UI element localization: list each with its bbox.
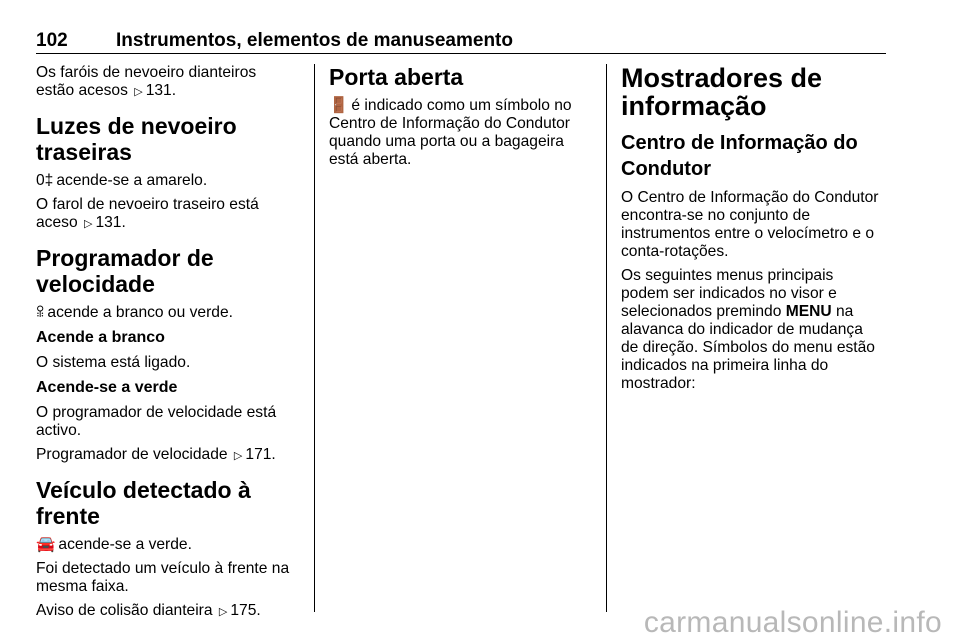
page-reference-arrow-icon: ▷: [218, 606, 228, 618]
white-state-heading: Acende a branco: [36, 329, 165, 346]
door-open-heading: Porta aberta: [329, 64, 464, 90]
column-2: [329, 64, 591, 175]
cruise-control-heading: Programador de velocidade: [36, 245, 214, 297]
page-header: [36, 30, 886, 52]
page-reference-arrow-icon: ▷: [233, 450, 243, 462]
front-fog-paragraph: Os faróis de nevoeiro dianteiros estão acesos ▷ 131.: [36, 64, 257, 99]
vehicle-ahead-heading: Veículo detectado à frente: [36, 477, 251, 529]
page-title: Instrumentos, elementos de manuseamento: [116, 30, 513, 51]
column-1: [36, 64, 304, 627]
vehicle-ahead-icon: 🚘: [36, 536, 56, 553]
info-displays-heading: Mostradores de informação: [621, 63, 823, 121]
menu-button-label: MENU: [785, 303, 832, 320]
cruise-reference: Programador de velocidade ▷ 171.: [36, 446, 276, 463]
driver-info-centre-heading: Centro de Informação do Condutor: [621, 132, 858, 180]
page-reference-link[interactable]: 131.: [95, 214, 126, 231]
collision-reference: Aviso de colisão dianteira ▷ 175.: [36, 602, 261, 619]
cruise-control-icon: ꕉ: [36, 304, 45, 321]
rear-fog-text: 0‡ acende-se a amarelo.: [36, 172, 208, 189]
page-reference-arrow-icon: ▷: [83, 218, 93, 230]
green-state-text: O programador de velocidade está activo.: [36, 404, 277, 439]
column-divider-1: [314, 64, 315, 612]
page-reference-link[interactable]: 171.: [245, 446, 276, 463]
column-divider-2: [606, 64, 607, 612]
green-state-heading: Acende-se a verde: [36, 379, 178, 396]
door-open-icon: 🚪: [329, 97, 349, 114]
header-divider: [36, 53, 886, 54]
rear-fog-heading: Luzes de nevoeiro traseiras: [36, 113, 237, 165]
vehicle-ahead-text: 🚘 acende-se a verde.: [36, 536, 192, 553]
vehicle-ahead-description: Foi detectado um veículo à frente na mesma faixa.: [36, 560, 290, 595]
door-open-text: 🚪 é indicado como um símbolo no Centro de Informação do Condutor quando uma porta ou a bagageira está aberta.: [329, 97, 572, 168]
rear-fog-lamp-icon: 0‡: [36, 172, 54, 189]
menus-text: Os seguintes menus principais podem ser indicados no visor e selecionados premindo MENU na alavanca do indicador de mudança de direção. Símbolos do menu estão indicados na primeira linha do mostrador:: [621, 267, 875, 392]
column-3: [621, 64, 889, 399]
rear-fog-status-text: O farol de nevoeiro traseiro está aceso ▷ 131.: [36, 196, 259, 231]
page-reference-link[interactable]: 131.: [145, 82, 177, 99]
page-reference-link[interactable]: 175.: [230, 602, 261, 619]
page-reference-arrow-icon: ▷: [134, 86, 143, 98]
watermark: carmanualsonline.info: [643, 606, 942, 639]
page-number: 102: [36, 30, 68, 51]
white-state-text: O sistema está ligado.: [36, 354, 191, 371]
cruise-control-text: ꕉ acende a branco ou verde.: [36, 304, 233, 321]
driver-info-centre-text: O Centro de Informação do Condutor encontra-se no conjunto de instrumentos entre o velocímetro e o conta-rotações.: [621, 189, 879, 260]
